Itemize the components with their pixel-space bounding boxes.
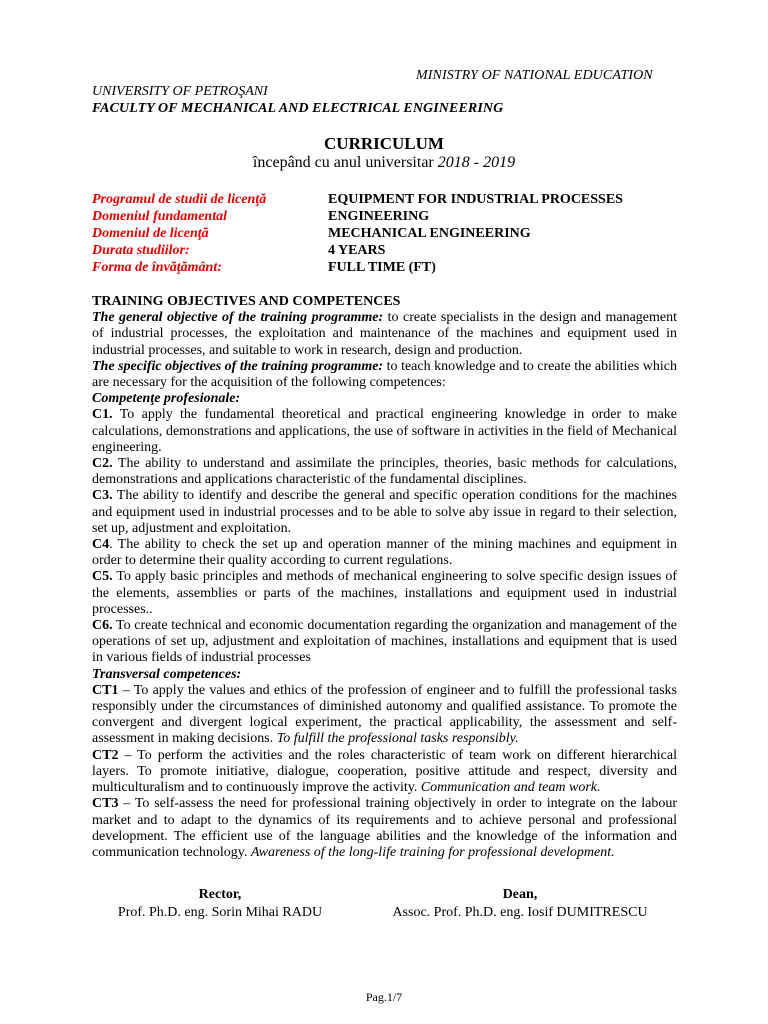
competence-text: – To perform the activities and the roles characteristic of team work on different hierarchical layers. To promote initiative, dialogue, cooperation, positive attitude and respect, diversity and multiculturalism and to continuously improve the activity.	[92, 747, 677, 796]
general-objective-label: The general objective of the training programme:	[92, 310, 384, 326]
transversal-item	[92, 796, 677, 861]
ministry-header: MINISTRY OF NATIONAL EDUCATION	[416, 68, 653, 83]
competence-italic: Awareness of the long-life training for professional development.	[250, 844, 615, 860]
info-label: Domeniul de licenţă	[92, 226, 209, 241]
info-value: ENGINEERING	[328, 209, 430, 224]
info-label: Durata studiilor:	[92, 243, 190, 258]
info-row	[92, 191, 682, 208]
document-body	[92, 294, 677, 861]
info-row	[92, 242, 682, 259]
specific-objective-text: to teach knowledge and to create the abilities which are necessary for the acquisition of the following competences:	[92, 358, 677, 391]
competence-item	[92, 537, 677, 569]
program-info	[92, 191, 682, 276]
subtitle-prefix: începând cu anul universitar	[252, 154, 434, 171]
professional-heading: Competenţe profesionale:	[92, 391, 241, 407]
competence-text: The ability to identify and describe the general and specific operation conditions for the machines and equipment used in industrial processes and to be able to solve aby issue in regard to their selection, set up, adjustment and exploitation.	[92, 488, 677, 536]
competence-text: – To apply the values and ethics of the profession of engineer and to fulfill the professional tasks responsibly under the circumstances of diminished autonomy and qualified assistance. To promote the convergent and divergent logical experiment, the practical applicability, the assessment and self-assessment in making decisions.	[92, 682, 677, 747]
competence-text: To create technical and economic documentation regarding the organization and management of the operations of set up, adjustment and exploitation of machines, installations and equipment that is used in various fields of industrial processes	[92, 618, 677, 666]
info-value: FULL TIME (FT)	[328, 260, 436, 275]
info-label: Domeniul fundamental	[92, 209, 227, 224]
competence-italic: To fulfill the professional tasks responsibly.	[276, 731, 519, 747]
competence-text: To apply the fundamental theoretical and practical engineering knowledge in order to make calculations, demonstrations and applications, the use of software in activities in the field of Mechanical engineering.	[92, 407, 677, 455]
info-value: EQUIPMENT FOR INDUSTRIAL PROCESSES	[328, 192, 623, 207]
competence-text: – To self-assess the need for professional training objectively in order to integrate on the labour market and to adapt to the dynamics of its requirements and to achieve personal and professional development. The efficient use of the language abilities and the knowledge of the information and communication technology.	[92, 796, 677, 860]
info-label: Programul de studii de licenţă	[92, 192, 267, 207]
competence-item	[92, 407, 677, 456]
competence-code: C1.	[92, 407, 113, 423]
competence-text: The ability to understand and assimilate the principles, theories, basic methods for calculations, demonstrations and applications characteristic of the fundamental disciplines.	[92, 456, 677, 488]
competence-code: C3.	[92, 488, 113, 504]
info-value: MECHANICAL ENGINEERING	[328, 226, 531, 241]
info-row	[92, 208, 682, 225]
competence-code: CT1	[92, 682, 119, 698]
signature-name: Assoc. Prof. Ph.D. eng. Iosif DUMITRESCU	[392, 905, 648, 920]
signature-role: Dean,	[502, 887, 538, 902]
competence-item	[92, 456, 677, 488]
competence-text: . The ability to check the set up and operation manner of the mining machines and equipment in order to determine their quality according to current regulations.	[92, 537, 677, 569]
competence-code: C6.	[92, 618, 113, 634]
competence-item	[92, 569, 677, 618]
general-objective-text: to create specialists in the design and management of industrial processes, the exploitation and maintenance of the machines and equipment used in industrial processes, and suitable to work in research, design and production.	[92, 310, 677, 358]
competence-italic: Communication and team work.	[420, 780, 601, 796]
competence-text: To apply basic principles and methods of mechanical engineering to solve specific design issues of the elements, assemblies or parts of the machines, installations and equipment used in industrial processes..	[92, 569, 677, 617]
dean-signature	[375, 887, 665, 921]
competence-code: C2.	[92, 456, 113, 472]
transversal-heading: Transversal competences:	[92, 666, 242, 682]
signature-name: Prof. Ph.D. eng. Sorin Mihai RADU	[117, 905, 323, 920]
general-objective	[92, 310, 677, 359]
competence-item	[92, 488, 677, 537]
page-title: CURRICULUM	[324, 134, 444, 153]
page-subtitle	[0, 154, 768, 172]
specific-objective	[92, 359, 677, 391]
signature-role: Rector,	[198, 887, 242, 902]
academic-years: 2018 - 2019	[437, 154, 516, 171]
competence-code: CT3	[92, 796, 119, 812]
competence-code: CT2	[92, 747, 119, 763]
info-row	[92, 225, 682, 242]
info-label: Forma de învăţământ:	[92, 260, 222, 275]
page-number: Pag.1/7	[365, 990, 403, 1004]
info-value: 4 YEARS	[328, 243, 386, 258]
competence-code: C4	[92, 537, 110, 553]
specific-objective-label: The specific objectives of the training programme:	[92, 358, 384, 374]
section-heading: TRAINING OBJECTIVES AND COMPETENCES	[92, 294, 401, 309]
faculty-name: FACULTY OF MECHANICAL AND ELECTRICAL ENGINEERING	[92, 101, 504, 116]
transversal-item	[92, 748, 677, 797]
rector-signature	[100, 887, 340, 921]
info-row	[92, 259, 682, 276]
competence-item	[92, 618, 677, 667]
competence-code: C5.	[92, 569, 113, 585]
university-name: UNIVERSITY OF PETROŞANI	[92, 84, 268, 99]
transversal-item	[92, 683, 677, 748]
